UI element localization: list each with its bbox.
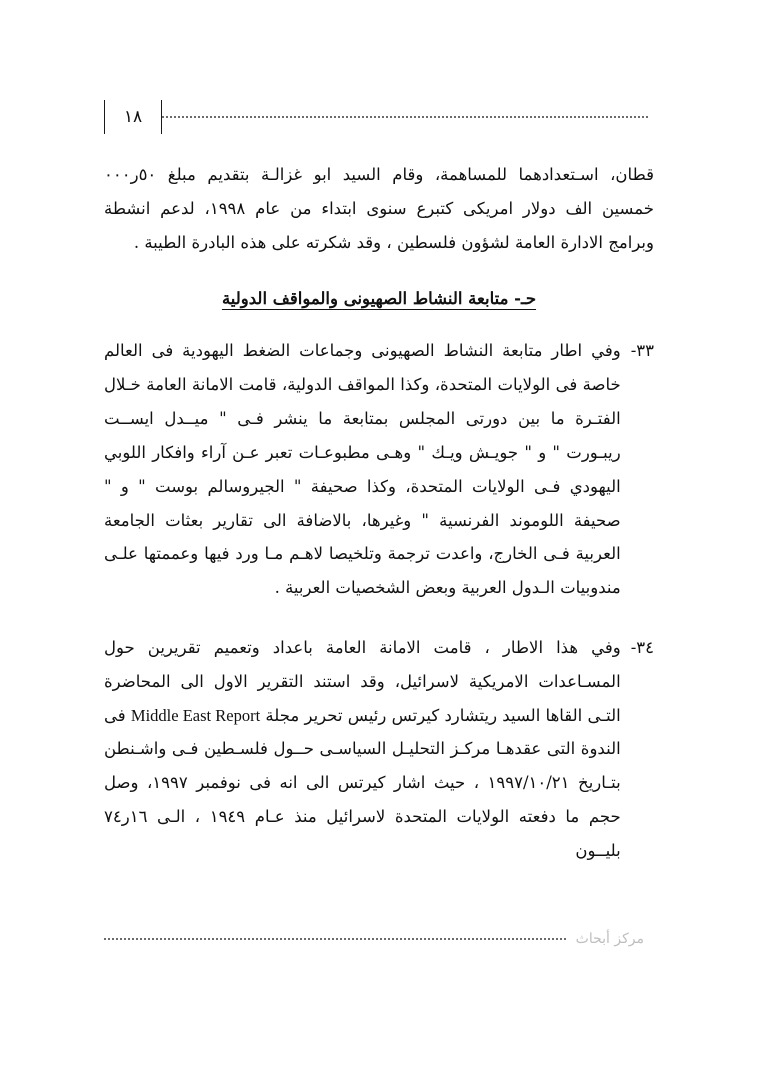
numbered-item [104, 334, 654, 605]
numbered-item [104, 631, 654, 868]
header-divider [162, 116, 648, 118]
page-footer [104, 928, 654, 950]
intro-paragraph: قطان، اسـتعدادهما للمساهمة، وقام السيد ابو غزالـة بتقديم مبلغ ٥٠ر٠٠٠ خمسين الف دولار امريكى كتبرع سنوى ابتداء من عام ١٩٩٨، لدعم انشطة وبرامج الادارة العامة لشؤون فلسطين ، وقد شكرته على هذه البادرة الطيبة . [104, 165, 654, 252]
item-text-after: فى الندوة التى عقدهـا مركـز التحليـل السياسـى حــول فلسـطين فـى واشـنطن بتـاريخ ١٩٩٧/١٠/٢١ ، حيث اشار كيرتس الى انه فى نوفمبر ١٩٩٧، وصل حجم ما دفعته الولايات المتحدة لاسرائيل منذ عـام ١٩٤٩ ، الـى ١٦ر٧٤ بليــون [104, 705, 621, 860]
item-text [104, 631, 621, 868]
footer-divider-right [104, 938, 566, 940]
page-header [104, 100, 654, 134]
item-number: ٣٤- [630, 637, 654, 657]
page-number: ١٨ [104, 100, 162, 134]
item-number: ٣٣- [630, 341, 654, 361]
section-heading: حـ- متابعة النشاط الصهيونى والمواقف الدولية [221, 289, 537, 309]
footer-watermark: مركز أبحاث [575, 931, 644, 947]
page-content [104, 158, 654, 894]
publication-title: Middle East Report [130, 705, 261, 725]
item-text: وفي اطار متابعة النشاط الصهيونى وجماعات الضغط اليهودية فى العالم خاصة فى الولايات المتحدة، وكذا المواقف الدولية، قامت الامانة العامة خـلال الفتـرة ما بين دورتى المجلس بمتابعة ما ينشر فـى " ميــدل ايســت ريبـورت " و " جويـش ويـك " وهـى مطبوعـات تعبر عـن آراء وافكار اللوبي اليهودي فـى الولايات المتحدة، وكذا صحيفة " الجيروسالم بوست " و " صحيفة اللوموند الفرنسية " وغيرها، بالاضافة الى تقارير بعثات الجامعة العربية فـى الخارج، واعدت ترجمة وتلخيصا لاهـم مـا ورد فيها وعممتها علـى مندوبيات الـدول العربية وبعض الشخصيات العربية . [104, 341, 621, 598]
item-text-before: وفي هذا الاطار ، قامت الامانة العامة باعداد وتعميم تقريرين حول المسـاعدات الامريكية لاسرائيل، وقد استند التقرير الاول الى المحاضرة التـى القاها السيد ريتشارد كيرتس رئيس تحرير مجلة [104, 637, 621, 725]
